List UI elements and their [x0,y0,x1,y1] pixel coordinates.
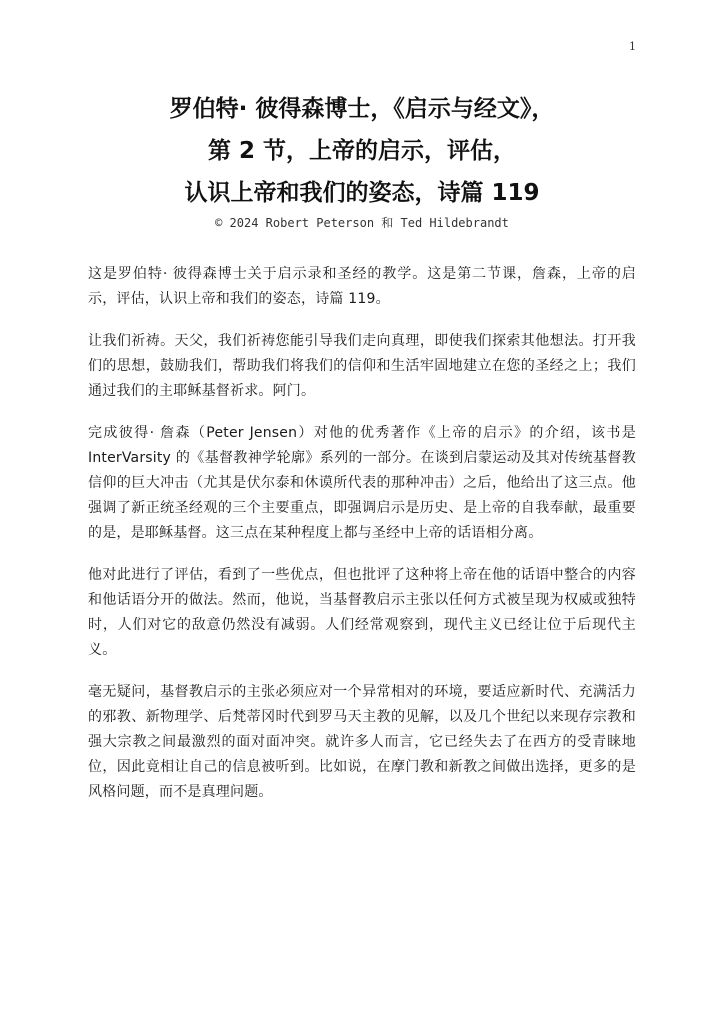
title-line-3: 认识上帝和我们的姿态，诗篇 119 [184,180,540,206]
title-block [60,88,664,232]
body-text [88,262,636,822]
paragraph-prayer: 让我们祈祷。天父，我们祈祷您能引导我们走向真理，即使我们探索其他想法。打开我们的思想，鼓励我们，帮助我们将我们的信仰和生活牢固地建立在您的圣经之上；我们通过我们的主耶稣基督祈求。阿门。 [88,333,636,399]
paragraph-relative-environment: 毫无疑问，基督教启示的主张必须应对一个异常相对的环境，要适应新时代、充满活力的邪教、新物理学、后梵蒂冈时代到罗马天主教的见解，以及几个世纪以来现存宗教和强大宗教之间最激烈的面对面冲突。就许多人而言，它已经失去了在西方的受青睐地位，因此竟相让自己的信息被听到。比如说，在摩门教和新教之间做出选择，更多的是风格问题，而不是真理问题。 [88,684,636,800]
copyright-line: © 2024 Robert Peterson 和 Ted Hildebrandt [215,216,509,230]
title-line-1: 罗伯特· 彼得森博士，《启示与经文》， [169,96,555,122]
page-number: 1 [629,40,636,53]
title-line-2: 第 2 节，上帝的启示，评估， [207,138,517,164]
paragraph-jensen-introduction: 完成彼得· 詹森（Peter Jensen）对他的优秀著作《上帝的启示》的介绍，该书是 InterVarsity 的《基督教神学轮廓》系列的一部分。在谈到启蒙运动及其对传统基督教信仰的巨大冲击（尤其是伏尔泰和休谟所代表的那种冲击）之后，他给出了这三点。他强调了新正统圣经观的三个主要重点，即强调启示是历史、是上帝的自我奉献，最重要的是，是耶稣基督。这三点在某种程度上都与圣经中上帝的话语相分离。 [88,425,636,541]
paragraph-evaluation: 他对此进行了评估，看到了一些优点，但也批评了这种将上帝在他的话语中整合的内容和他话语分开的做法。然而，他说，当基督教启示主张以任何方式被呈现为权威或独特时，人们对它的敌意仍然没有减弱。人们经常观察到，现代主义已经让位于后现代主义。 [88,567,636,658]
paragraph-intro: 这是罗伯特· 彼得森博士关于启示录和圣经的教学。这是第二节课，詹森，上帝的启示，评估，认识上帝和我们的姿态，诗篇 119。 [88,266,636,307]
